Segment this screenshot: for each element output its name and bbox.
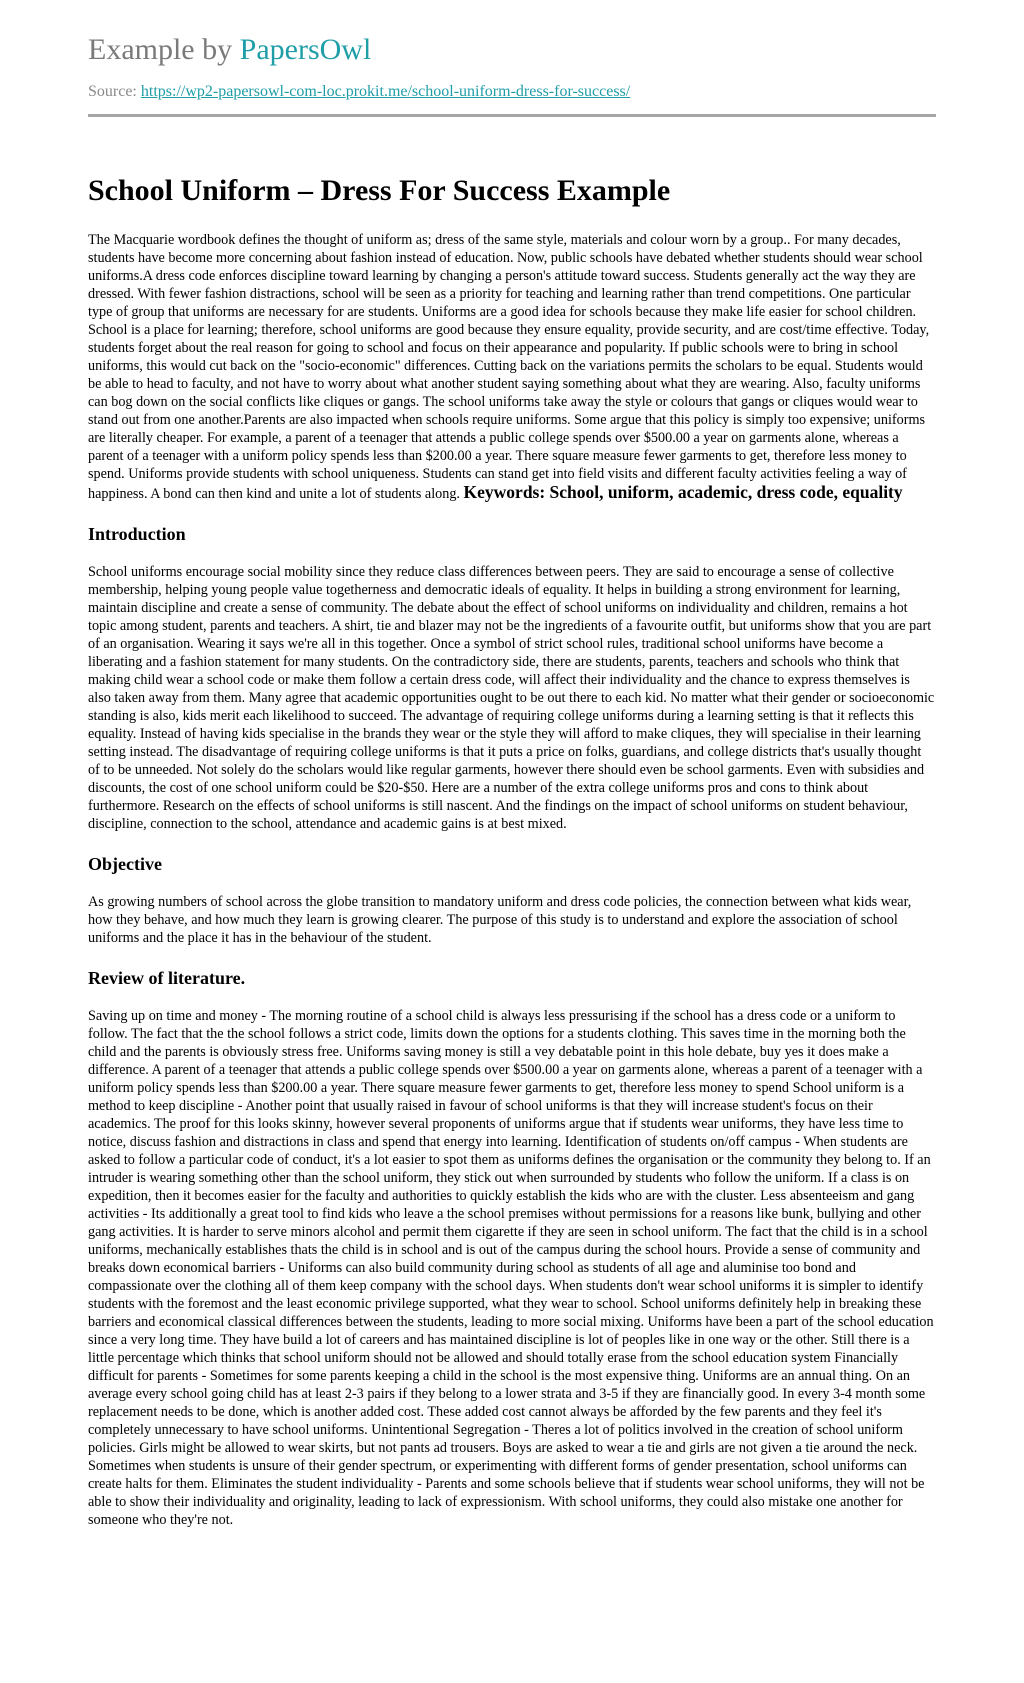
- header-divider: [88, 114, 936, 117]
- source-link[interactable]: https://wp2-papersowl-com-loc.prokit.me/school-uniform-dress-for-success/: [140, 83, 631, 100]
- section-heading-objective: Objective: [88, 854, 162, 874]
- section-heading-review: Review of literature.: [88, 968, 246, 988]
- source-line: [88, 82, 936, 102]
- source-label: Source:: [88, 83, 137, 100]
- document-page: [88, 0, 936, 1529]
- abstract-paragraph: [88, 231, 936, 503]
- keywords-line: Keywords: School, uniform, academic, dress code, equality: [463, 482, 903, 502]
- section-heading-introduction: Introduction: [88, 524, 186, 544]
- brand-prefix: Example by: [88, 33, 233, 66]
- brand-name[interactable]: PapersOwl: [239, 33, 372, 66]
- section-text-review: Saving up on time and money - The morning routine of a school child is always less pressurising if the school has a dress code or a uniform to follow. The fact that the the school follows a strict code, limits down the options for a students clothing. This saves time in the morning both the child and the parents is obviously stress free. Uniforms saving money is still a vey debatable point in this hole debate, buy yes it does make a difference. A parent of a teenager that attends a public college spends over $500.00 a year on garments alone, whereas a parent of a teenager with a uniform policy spends less than $200.00 a year. There square measure fewer garments to get, therefore less money to spend School uniform is a method to keep discipline - Another point that usually raised in favour of school uniforms is that they will increase student's focus on their academics. The proof for this looks skinny, however several proponents of uniforms argue that if students wear uniforms, they have less time to notice, discuss fashion and distractions in class and spend that energy into learning. Identification of students on/off campus - When students are asked to follow a particular code of conduct, it's a lot easier to spot them as uniforms defines the organisation or the community they belong to. If an intruder is wearing something other than the school uniform, they stick out when surrounded by students who follow the uniform. If a class is on expedition, then it becomes easier for the faculty and authorities to quickly establish the kids who are with the cluster. Less absenteeism and gang activities - Its additionally a great tool to find kids who leave a the school premises without permissions for a reasons like bunk, bullying and other gang activities. It is harder to serve minors alcohol and permit them cigarette if they are seen in school uniform. The fact that the child is in a school uniforms, mechanically establishes thats the child is in school and is out of the campus during the school hours. Provide a sense of community and breaks down economical barriers - Uniforms can also build community during school as students of all age and aluminise too bond and compassionate over the clothing all of them keep company with the school days. When students don't wear school uniforms it is simpler to identify students with the foremost and the least economic privilege supported, what they wear to school. School uniforms definitely help in breaking these barriers and economical classical differences between the students, leading to more social mixing. Uniforms have been a part of the school education since a very long time. They have build a lot of careers and has maintained discipline is lot of peoples like in one way or the other. Still there is a little percentage which thinks that school uniform should not be allowed and should totally erase from the school education system Financially difficult for parents - Sometimes for some parents keeping a child in the school is the most expensive thing. Uniforms are an annual thing. On an average every school going child has at least 2-3 pairs if they belong to a lower strata and 3-5 if they are financially good. In every 3-4 month some replacement needs to be done, which is another added cost. These added cost cannot always be afforded by the few parents and they feel it's completely unnecessary to have school uniforms. Unintentional Segregation - Theres a lot of politics involved in the creation of school uniform policies. Girls might be allowed to wear skirts, but not pants ad trousers. Boys are asked to wear a tie and girls are not given a tie around the neck. Sometimes when students is unsure of their gender spectrum, or experimenting with different forms of gender presentation, school uniforms can create halts for them. Eliminates the student individuality - Parents and some schools believe that if students wear school uniforms, they will not be able to show their individuality and originality, leading to lack of expressionism. With school uniforms, they could also mistake one another for someone who they're not.: [88, 1008, 934, 1528]
- brand-header: [88, 32, 936, 68]
- abstract-text: The Macquarie wordbook defines the thought of uniform as; dress of the same style, materials and colour worn by a group.. For many decades, students have become more concerning about fashion instead of education. Now, public schools have debated whether students should wear school uniforms.A dress code enforces discipline toward learning by changing a person's attitude toward success. Students generally act the way they are dressed. With fewer fashion distractions, school will be seen as a priority for teaching and learning rather than trend competitions. One particular type of group that uniforms are necessary for are students. Uniforms are a good idea for schools because they make life easier for school children. School is a place for learning; therefore, school uniforms are good because they ensure equality, provide security, and are cost/time effective. Today, students forget about the real reason for going to school and focus on their appearance and popularity. If public schools were to bring in school uniforms, this would cut back on the "socio-economic" differences. Cutting back on the variations permits the scholars to be equal. Students would be able to head to faculty, and not have to worry about what another student saying something about what they are wearing. Also, faculty uniforms can bog down on the social conflicts like cliques or gangs. The school uniforms take away the style or colours that gangs or cliques would wear to stand out from one another.Parents are also impacted when schools require uniforms. Some argue that this policy is simply too expensive; uniforms are literally cheaper. For example, a parent of a teenager that attends a public college spends over $500.00 a year on garments alone, whereas a parent of a teenager with a uniform policy spends less than $200.00 a year. There square measure fewer garments to get, therefore less money to spend. Uniforms provide students with school uniqueness. Students can stand get into field visits and different faculty activities feeling a way of happiness. A bond can then kind and unite a lot of students along.: [88, 232, 930, 502]
- section-text-introduction: School uniforms encourage social mobility since they reduce class differences between peers. They are said to encourage a sense of collective membership, helping young people value togetherness and democratic ideals of equality. It helps in building a strong environment for learning, maintain discipline and create a sense of community. The debate about the effect of school uniforms on individuality and children, remains a hot topic among student, parents and teachers. A shirt, tie and blazer may not be the ingredients of a favourite outfit, but uniforms show that you are part of an organisation. Wearing it says we're all in this together. Once a symbol of strict school rules, traditional school uniforms have become a liberating and a fashion statement for many students. On the contradictory side, there are students, parents, teachers and schools who think that making child wear a school code or make them follow a certain dress code, will affect their individuality and the chance to express themselves is also taken away from them. Many agree that academic opportunities ought to be out there to each kid. No matter what their gender or socioeconomic standing is also, kids merit each likelihood to succeed. The advantage of requiring college uniforms during a learning setting is that it reflects this equality. Instead of having kids specialise in the brands they wear or the style they will afford to make cliques, they will specialise in their learning setting instead. The disadvantage of requiring college uniforms is that it puts a price on folks, guardians, and college districts that's usually thought of to be unneeded. Not solely do the scholars would like regular garments, however there should even be school garments. Even with subsidies and discounts, the cost of one school uniform could be $20-$50. Here are a number of the extra college uniforms pros and cons to think about furthermore. Research on the effects of school uniforms is still nascent. And the findings on the impact of school uniforms on student behaviour, discipline, connection to the school, attendance and academic gains is at best mixed.: [88, 564, 935, 832]
- section-text-objective: As growing numbers of school across the globe transition to mandatory uniform and dress code policies, the connection between what kids wear, how they behave, and how much they learn is growing clearer. The purpose of this study is to understand and explore the association of school uniforms and the place it has in the behaviour of the student.: [88, 894, 912, 946]
- page-title: School Uniform – Dress For Success Example: [88, 174, 671, 207]
